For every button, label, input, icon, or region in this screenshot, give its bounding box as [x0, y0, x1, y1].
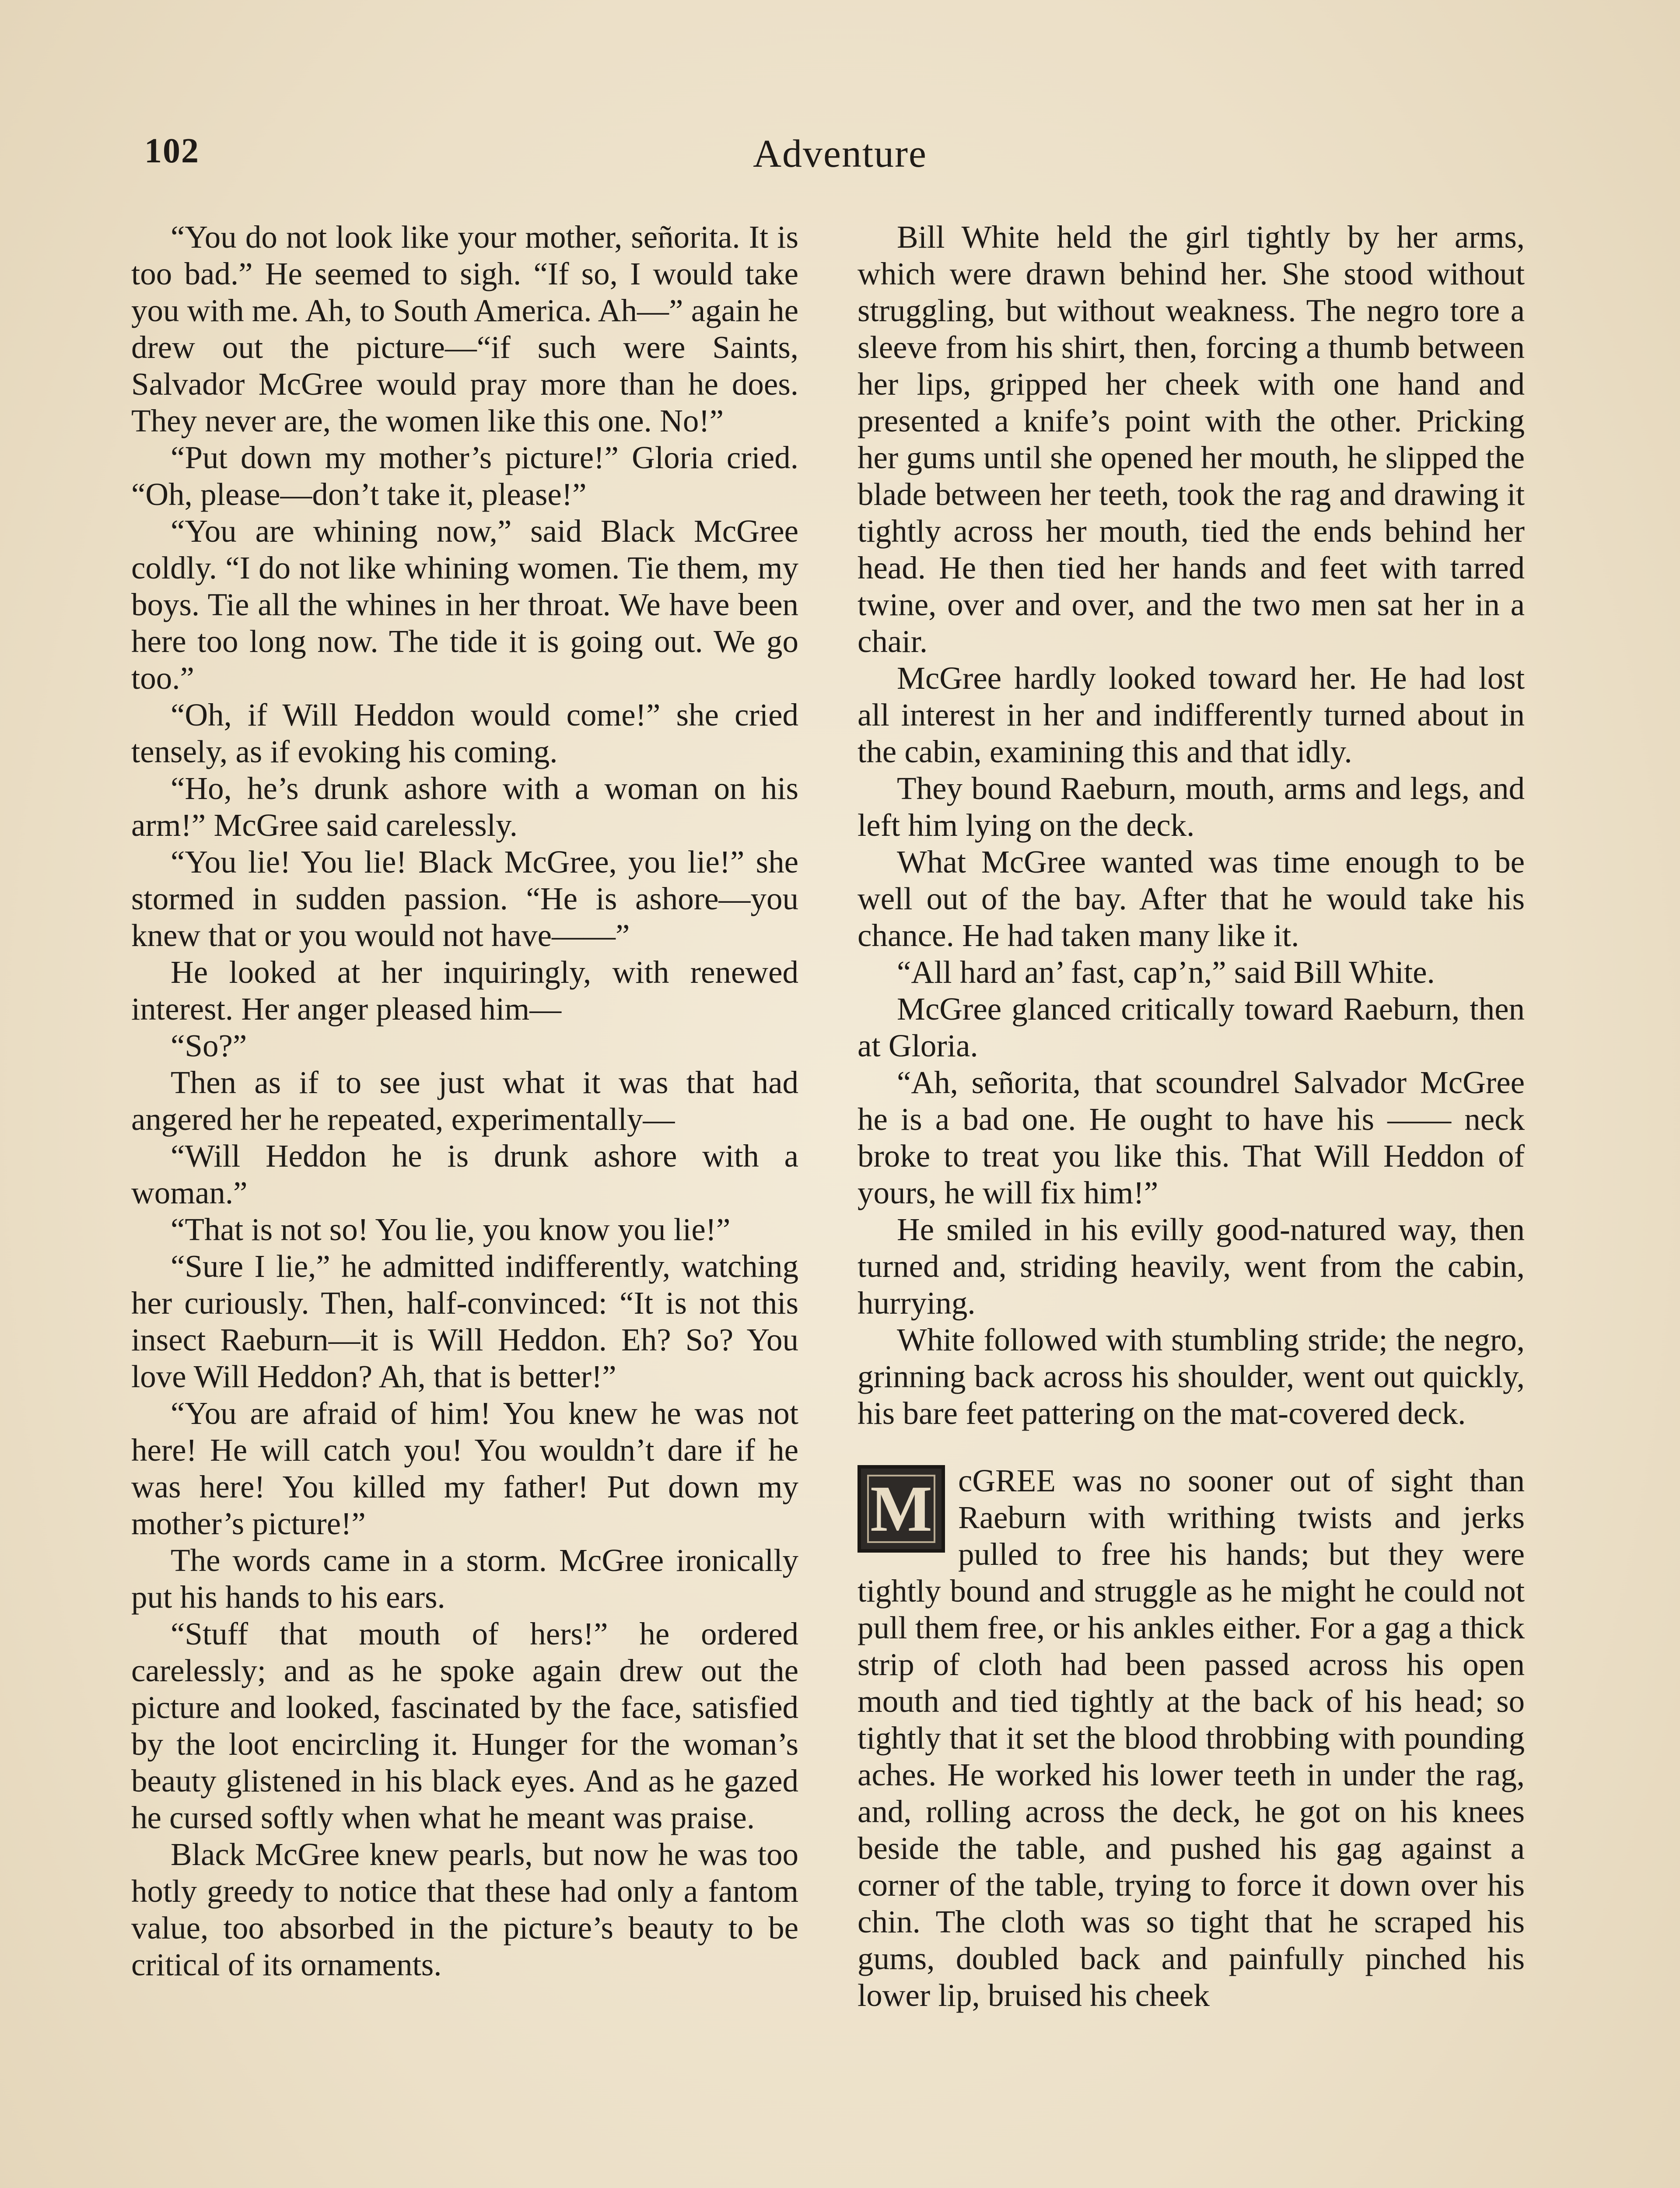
page-header [144, 131, 1536, 193]
left-column [131, 219, 798, 1983]
paragraph: “You lie! You lie! Black McGree, you lie!” she stormed in sudden passion. “He is ashore—you knew that or you would not have——” [131, 844, 798, 953]
paragraph: “You are whining now,” said Black McGree coldly. “I do not like whining women. Tie them, my boys. Tie all the whines in her throat. We have been here too long now. The tide it is going out. We go too.” [131, 513, 798, 696]
paragraph: He smiled in his evilly good-natured way, then turned and, striding heavily, went from the cabin, hurrying. [858, 1212, 1525, 1321]
paragraph: “Stuff that mouth of hers!” he ordered carelessly; and as he spoke again drew out the picture and looked, fascinated by the face, satisfied by the loot encircling it. Hunger for the woman’s beauty glistened in his black eyes. And as he gazed he cursed softly when what he meant was praise. [131, 1616, 798, 1835]
paragraph: “Will Heddon he is drunk ashore with a woman.” [131, 1138, 798, 1210]
paragraph: The words came in a storm. McGree ironically put his hands to his ears. [131, 1543, 798, 1615]
drop-cap [858, 1465, 945, 1553]
paragraph: He looked at her inquiringly, with renewed interest. Her anger pleased him— [131, 954, 798, 1027]
paragraph: McGree hardly looked toward her. He had lost all interest in her and indifferently turned about in the cabin, examining this and that idly. [858, 660, 1525, 769]
paragraph: “Sure I lie,” he admitted indifferently, watching her curiously. Then, half-convinced: “It is not this insect Raeburn—it is Will Heddon. Eh? So? You love Will Heddon? Ah, that is better!” [131, 1248, 798, 1394]
paragraph: “That is not so! You lie, you know you lie!” [171, 1212, 731, 1247]
paragraph: They bound Raeburn, mouth, arms and legs, and left him lying on the deck. [858, 771, 1525, 843]
section-two-paragraph [858, 1462, 1525, 2014]
page-number: 102 [144, 132, 200, 170]
paragraph: “You do not look like your mother, señorita. It is too bad.” He seemed to sigh. “If so, I would take you with me. Ah, to South America. Ah—” again he drew out the picture—“if such were Saints, Salvador McGree would pray more than he does. They never are, the women like this one. No!” [131, 219, 798, 438]
paragraph: Then as if to see just what it was that had angered her he repeated, experimentally— [131, 1065, 798, 1137]
drop-cap-letter: M [867, 1475, 935, 1543]
paragraph: “Put down my mother’s picture!” Gloria cried. “Oh, please—don’t take it, please!” [131, 440, 798, 512]
paragraph: “You are afraid of him! You knew he was not here! He will catch you! You wouldn’t dare if he was here! You killed my father! Put down my mother’s picture!” [131, 1396, 798, 1541]
paragraph: McGree glanced critically toward Raeburn, then at Gloria. [858, 991, 1525, 1063]
magazine-title: Adventure [753, 132, 927, 175]
paragraph: “All hard an’ fast, cap’n,” said Bill White. [897, 954, 1435, 990]
paragraph: “So?” [171, 1028, 247, 1063]
paragraph: Bill White held the girl tightly by her arms, which were drawn behind her. She stood without struggling, but without weakness. The negro tore a sleeve from his shirt, then, forcing a thumb between her lips, gripped her cheek with one hand and presented a knife’s point with the other. Pricking her gums until she opened her mouth, he slipped the blade between her teeth, took the rag and drawing it tightly across her mouth, tied the ends behind her head. He then tied her hands and feet with tarred twine, over and over, and the two men sat her in a chair. [858, 219, 1525, 659]
paragraph: “Oh, if Will Heddon would come!” she cried tensely, as if evoking his coming. [131, 697, 798, 769]
paragraph: Black McGree knew pearls, but now he was too hotly greedy to notice that these had only a fantom value, too absorbed in the picture’s beauty to be critical of its ornaments. [131, 1837, 798, 1982]
paragraph: “Ah, señorita, that scoundrel Salvador McGree he is a bad one. He ought to have his —— neck broke to treat you like this. That Will Heddon of yours, he will fix him!” [858, 1065, 1525, 1210]
paragraph: White followed with stumbling stride; the negro, grinning back across his shoulder, went out quickly, his bare feet pattering on the mat-covered deck. [858, 1322, 1525, 1431]
paragraph: What McGree wanted was time enough to be well out of the bay. After that he would take his chance. He had taken many like it. [858, 844, 1525, 953]
right-column [858, 219, 1525, 2014]
paragraph: “Ho, he’s drunk ashore with a woman on his arm!” McGree said carelessly. [131, 771, 798, 843]
section-two-text: cGREE was no sooner out of sight than Raeburn with writhing twists and jerks pulled to free his hands; but they were tightly bound and struggle as he might he could not pull them free, or his ankles either. For a gag a thick strip of cloth had been passed across his open mouth and tied tightly at the back of his head; so tightly that it set the blood throbbing with pounding aches. He worked his lower teeth in under the rag, and, rolling across the deck, he got on his knees beside the table, and pushed his gag against a corner of the table, trying to force it down over his chin. The cloth was so tight that he scraped his gums, doubled back and painfully pinched his lower lip, bruised his cheek [858, 1463, 1525, 2013]
